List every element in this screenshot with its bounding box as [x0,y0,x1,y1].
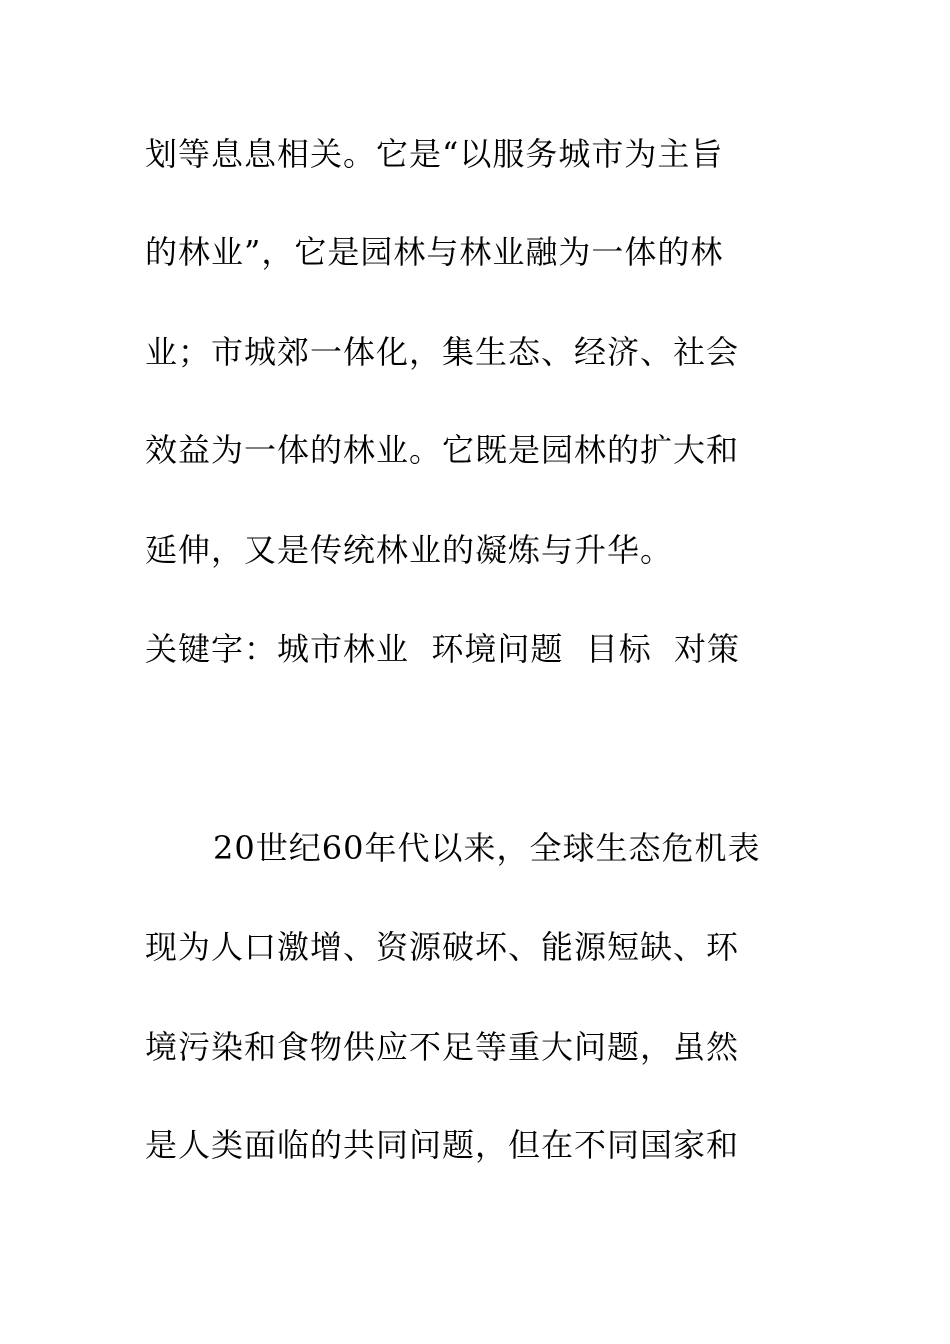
paragraph-line: 效益为一体的林业。它既是园林的扩大和 [145,431,740,469]
paragraph-line: 划等息息相关。它是“以服务城市为主旨 [145,135,724,173]
paragraph-line: 的林业”，它是园林与林业融为一体的林 [145,233,724,271]
keywords-line: 关键字：城市林业 环境问题 目标 对策 [145,630,741,668]
paragraph-line: 延伸，又是传统林业的凝炼与升华。 [145,531,674,569]
paragraph-line: 业；市城郊一体化，集生态、经济、社会 [145,333,740,371]
paragraph-line: 现为人口激增、资源破坏、能源短缺、环 [145,928,740,966]
paragraph-line: 20世纪60年代以来，全球生态危机表 [213,829,761,867]
paragraph-line: 是人类面临的共同问题，但在不同国家和 [145,1126,740,1164]
paragraph-line: 境污染和食物供应不足等重大问题，虽然 [145,1028,740,1066]
